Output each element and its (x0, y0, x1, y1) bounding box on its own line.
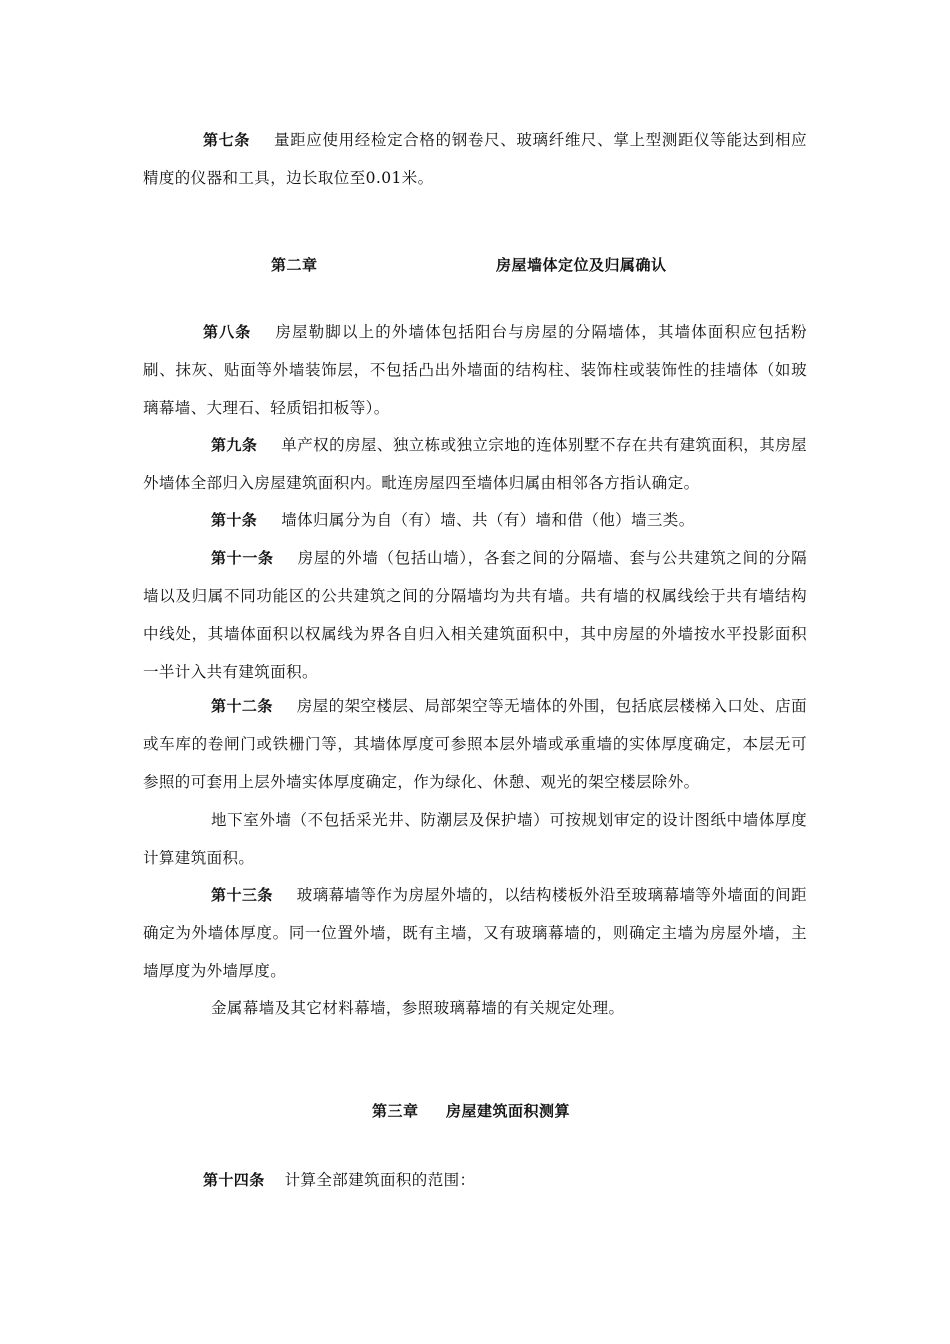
article-8-text: 房屋勒脚以上的外墙体包括阳台与房屋的分隔墙体，其墙体面积应包括粉刷、抹灰、贴面等外墙装饰层，不包括凸出外墙面的结构柱、装饰柱或装饰性的挂墙体（如玻璃幕墙、大理石、轻质铝扣板等）。 (143, 323, 807, 417)
article-11-label: 第十一条 (211, 549, 274, 567)
chapter-2-title: 房屋墙体定位及归属确认 (496, 256, 667, 274)
article-8 (143, 313, 807, 427)
chapter-3-number: 第三章 (372, 1102, 419, 1120)
article-12-label: 第十二条 (211, 697, 273, 715)
article-13-label: 第十三条 (211, 886, 273, 904)
article-12-text: 房屋的架空楼层、局部架空等无墙体的外围，包括底层楼梯入口处、店面或车库的卷闸门或铁栅门等，其墙体厚度可参照本层外墙或承重墙的实体厚度确定，本层无可参照的可套用上层外墙实体厚度确定，作为绿化、休憩、观光的架空楼层除外。 (143, 697, 807, 791)
article-9-label: 第九条 (211, 436, 258, 454)
article-14-label: 第十四条 (203, 1171, 265, 1189)
article-11-text: 房屋的外墙（包括山墙），各套之间的分隔墙、套与公共建筑之间的分隔墙以及归属不同功能区的公共建筑之间的分隔墙均为共有墙。共有墙的权属线绘于共有墙结构中线处，其墙体面积以权属线为界各自归入相关建筑面积中，其中房屋的外墙按水平投影面积一半计入共有建筑面积。 (143, 549, 807, 681)
article-13-note: 金属幕墙及其它材料幕墙，参照玻璃幕墙的有关规定处理。 (211, 999, 625, 1017)
article-11 (143, 539, 807, 691)
article-9-text: 单产权的房屋、独立栋或独立宗地的连体别墅不存在共有建筑面积，其房屋外墙体全部归入房屋建筑面积内。毗连房屋四至墙体归属由相邻各方指认确定。 (143, 436, 807, 492)
article-12-note: 地下室外墙（不包括采光井、防潮层及保护墙）可按规划审定的设计图纸中墙体厚度计算建筑面积。 (143, 811, 807, 867)
article-12 (143, 687, 807, 801)
chapter-3-title: 房屋建筑面积测算 (446, 1102, 571, 1120)
article-14-text: 计算全部建筑面积的范围： (284, 1171, 476, 1189)
article-13 (143, 876, 807, 990)
article-13-text: 玻璃幕墙等作为房屋外墙的，以结构楼板外沿至玻璃幕墙等外墙面的间距确定为外墙体厚度。同一位置外墙，既有主墙，又有玻璃幕墙的，则确定主墙为房屋外墙，主墙厚度为外墙厚度。 (143, 886, 807, 980)
article-10-text: 墙体归属分为自（有）墙、共（有）墙和借（他）墙三类。 (281, 511, 695, 529)
article-8-label: 第八条 (203, 323, 252, 341)
chapter-2-number: 第二章 (271, 256, 318, 274)
article-7 (143, 121, 807, 197)
article-9 (143, 426, 807, 502)
article-14 (143, 1161, 807, 1199)
article-10-label: 第十条 (211, 511, 258, 529)
article-7-label: 第七条 (203, 131, 250, 149)
article-10 (143, 501, 807, 539)
article-7-text: 量距应使用经检定合格的钢卷尺、玻璃纤维尺、掌上型测距仪等能达到相应精度的仪器和工具，边长取位至0.01米。 (143, 131, 808, 187)
